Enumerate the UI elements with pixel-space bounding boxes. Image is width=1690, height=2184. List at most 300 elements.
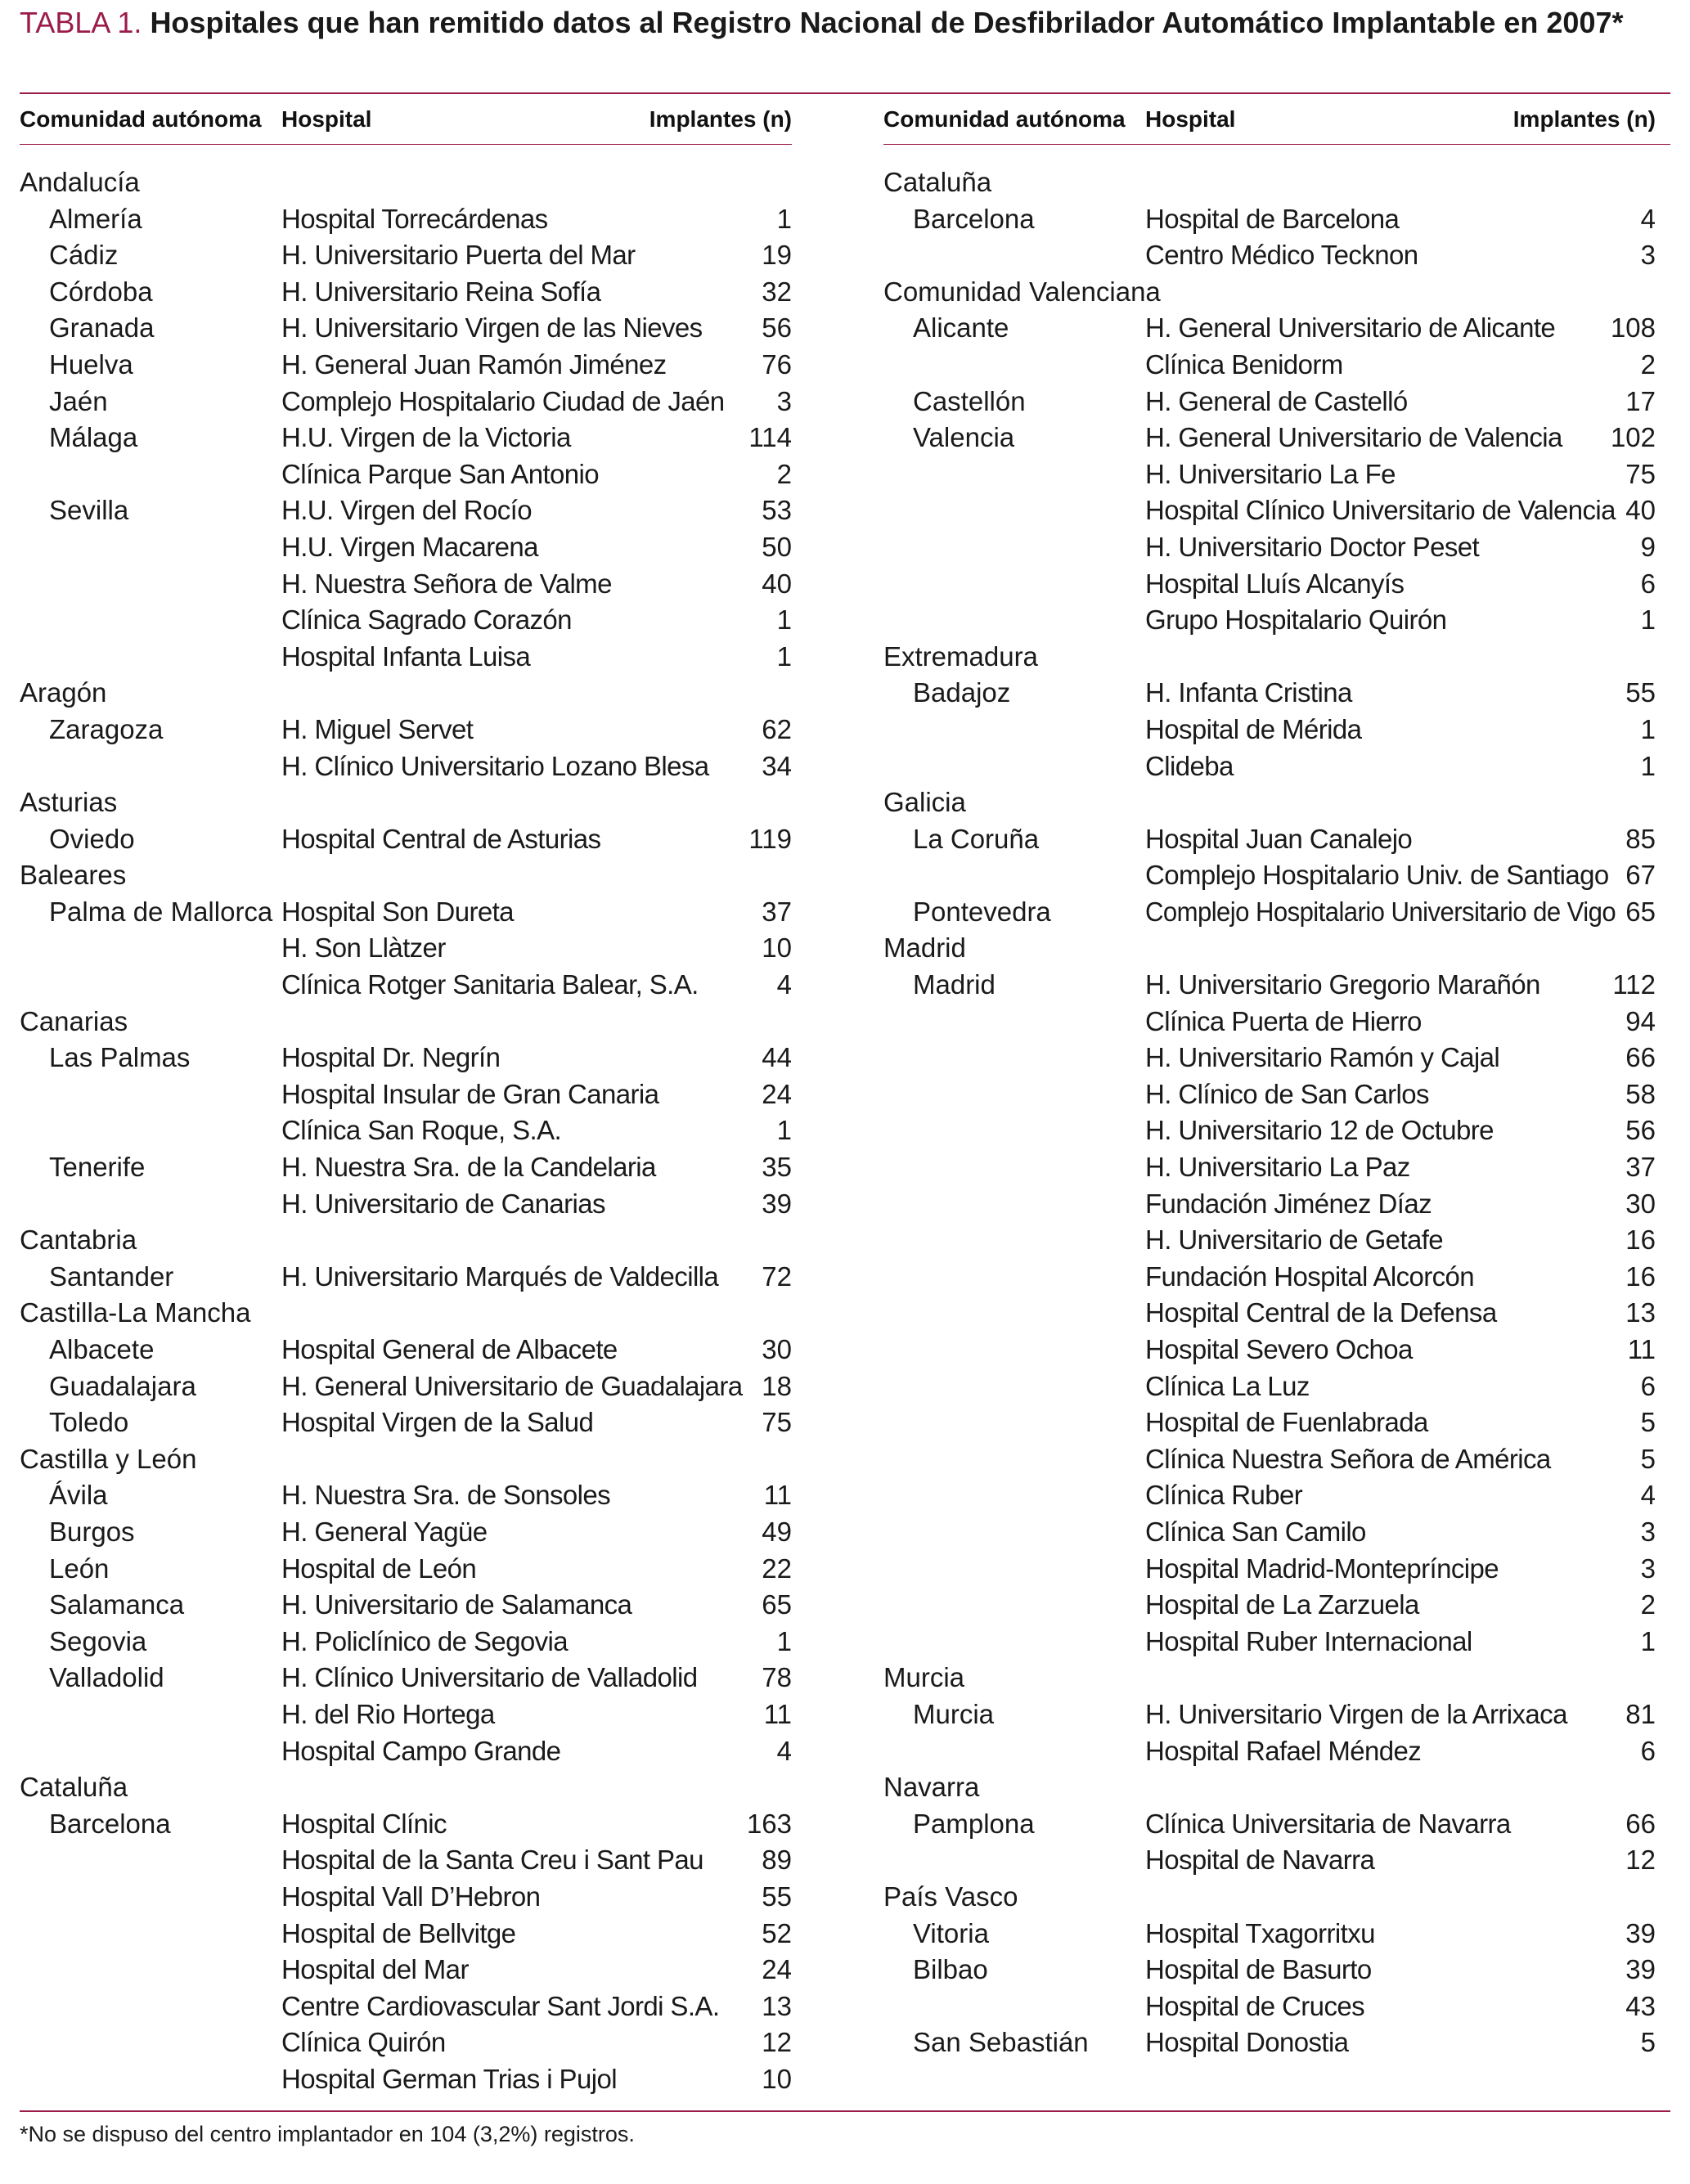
region-cell: Cataluña bbox=[20, 1772, 128, 1803]
implants-cell: 22 bbox=[762, 1553, 792, 1584]
region-cell: Castilla-La Mancha bbox=[20, 1297, 251, 1328]
hospital-cell: H. Universitario Virgen de las Nieves bbox=[281, 312, 703, 344]
hospital-cell: H. Clínico Universitario Lozano Blesa bbox=[281, 750, 709, 781]
hospital-cell: Clínica Universitaria de Navarra bbox=[1145, 1808, 1511, 1839]
table-row bbox=[20, 893, 792, 930]
province-cell: La Coruña bbox=[913, 823, 1040, 854]
province-cell: Salamanca bbox=[49, 1589, 185, 1620]
table-row bbox=[20, 1148, 792, 1185]
table-row bbox=[20, 492, 792, 528]
hospital-cell: H. Universitario La Fe bbox=[1145, 458, 1396, 489]
province-cell: Murcia bbox=[913, 1698, 995, 1729]
table-row bbox=[20, 1368, 792, 1404]
implants-cell: 37 bbox=[1625, 1152, 1656, 1183]
implants-cell: 35 bbox=[762, 1152, 792, 1183]
implants-cell: 4 bbox=[1640, 203, 1656, 234]
table-row bbox=[20, 309, 792, 346]
table-row bbox=[883, 1768, 1656, 1805]
hospital-cell: H. Universitario 12 de Octubre bbox=[1145, 1115, 1494, 1146]
table-row bbox=[20, 1440, 792, 1477]
implants-cell: 85 bbox=[1625, 823, 1656, 854]
implants-cell: 3 bbox=[1640, 240, 1656, 271]
table-row bbox=[883, 1513, 1656, 1550]
implants-cell: 1 bbox=[776, 640, 792, 672]
province-cell: Badajoz bbox=[913, 677, 1011, 708]
implants-cell: 12 bbox=[1625, 1845, 1656, 1876]
table-row bbox=[20, 346, 792, 383]
implants-cell: 75 bbox=[762, 1407, 792, 1438]
hospital-cell: Hospital Lluís Alcanyís bbox=[1145, 568, 1405, 599]
implants-cell: 10 bbox=[762, 2063, 792, 2094]
hospital-cell: H. Universitario La Paz bbox=[1145, 1152, 1410, 1183]
hospital-cell: Hospital Ruber Internacional bbox=[1145, 1625, 1472, 1656]
province-cell: Alicante bbox=[913, 312, 1009, 344]
table-row bbox=[883, 1331, 1656, 1368]
region-cell: País Vasco bbox=[883, 1881, 1018, 1912]
table-row bbox=[20, 1841, 792, 1878]
hospital-cell: Hospital Txagorritxu bbox=[1145, 1917, 1375, 1948]
table-row bbox=[20, 2060, 792, 2097]
implants-cell: 24 bbox=[762, 1954, 792, 1985]
hospital-cell: H. Nuestra Sra. de Sonsoles bbox=[281, 1480, 611, 1511]
right-column bbox=[883, 100, 1656, 2060]
hospital-cell: H. Son Llàtzer bbox=[281, 932, 446, 964]
table-row bbox=[883, 1039, 1656, 1076]
table-row bbox=[20, 1076, 792, 1112]
hospital-cell: Hospital Central de la Defensa bbox=[1145, 1297, 1497, 1328]
hospital-cell: Hospital de Bellvitge bbox=[281, 1917, 516, 1948]
hospital-cell: H. Clínico de San Carlos bbox=[1145, 1078, 1429, 1109]
hospital-cell: H. Universitario Gregorio Marañón bbox=[1145, 969, 1540, 1000]
implants-cell: 12 bbox=[762, 2027, 792, 2058]
province-cell: León bbox=[49, 1553, 110, 1584]
table-row bbox=[883, 1476, 1656, 1513]
region-cell: Canarias bbox=[20, 1005, 128, 1036]
header-region: Comunidad autónoma bbox=[20, 106, 262, 132]
table-row bbox=[883, 456, 1656, 492]
province-cell: Las Palmas bbox=[49, 1042, 191, 1073]
table-row bbox=[20, 1221, 792, 1258]
table-row bbox=[20, 1659, 792, 1696]
region-cell: Comunidad Valenciana bbox=[883, 276, 1161, 307]
implants-cell: 163 bbox=[746, 1808, 792, 1839]
table-row bbox=[883, 2024, 1656, 2060]
hospital-cell: Hospital Clínic bbox=[281, 1808, 447, 1839]
hospital-cell: Hospital Virgen de la Salud bbox=[281, 1407, 594, 1438]
table-row bbox=[883, 1623, 1656, 1660]
province-cell: Palma de Mallorca bbox=[49, 896, 273, 927]
table-row bbox=[883, 1915, 1656, 1952]
implants-cell: 39 bbox=[1625, 1954, 1656, 1985]
left-table-body bbox=[20, 164, 792, 2096]
province-cell: Barcelona bbox=[913, 203, 1035, 234]
table-row bbox=[883, 1805, 1656, 1842]
left-header-row bbox=[20, 100, 792, 142]
implants-cell: 1 bbox=[1640, 713, 1656, 744]
right-header-rule bbox=[883, 144, 1670, 145]
implants-cell: 37 bbox=[762, 896, 792, 927]
implants-cell: 94 bbox=[1625, 1005, 1656, 1036]
hospital-cell: H. Universitario Doctor Peset bbox=[1145, 531, 1480, 562]
region-cell: Cantabria bbox=[20, 1225, 137, 1256]
province-cell: Sevilla bbox=[49, 495, 129, 526]
hospital-cell: Hospital Rafael Méndez bbox=[1145, 1735, 1422, 1766]
hospital-cell: H. General Universitario de Valencia bbox=[1145, 422, 1562, 453]
table-row bbox=[20, 1805, 792, 1842]
table-row bbox=[20, 1951, 792, 1988]
province-cell: Pamplona bbox=[913, 1808, 1035, 1839]
province-cell: Toledo bbox=[49, 1407, 129, 1438]
hospital-cell: Hospital Insular de Gran Canaria bbox=[281, 1078, 659, 1109]
implants-cell: 78 bbox=[762, 1662, 792, 1693]
table-row bbox=[20, 1476, 792, 1513]
implants-cell: 58 bbox=[1625, 1078, 1656, 1109]
province-cell: Cádiz bbox=[49, 240, 119, 271]
header-hospital: Hospital bbox=[281, 106, 372, 132]
implants-cell: 108 bbox=[1610, 312, 1656, 344]
implants-cell: 11 bbox=[763, 1698, 792, 1729]
table-row bbox=[883, 164, 1656, 200]
implants-cell: 67 bbox=[1625, 860, 1656, 891]
implants-cell: 53 bbox=[762, 495, 792, 526]
table-row bbox=[883, 1258, 1656, 1295]
hospital-cell: H.U. Virgen de la Victoria bbox=[281, 422, 571, 453]
implants-cell: 114 bbox=[748, 422, 792, 453]
implants-cell: 89 bbox=[762, 1845, 792, 1876]
implants-cell: 3 bbox=[776, 385, 792, 416]
region-cell: Baleares bbox=[20, 860, 127, 891]
implants-cell: 55 bbox=[1625, 677, 1656, 708]
hospital-cell: H. del Rio Hortega bbox=[281, 1698, 495, 1729]
region-cell: Madrid bbox=[883, 932, 966, 964]
table-row bbox=[883, 200, 1656, 237]
table-caption: Hospitales que han remitido datos al Registro Nacional de Desfibrilador Automático Implantable en 2007* bbox=[150, 6, 1624, 39]
implants-cell: 6 bbox=[1640, 1735, 1656, 1766]
hospital-cell: Clínica Sagrado Corazón bbox=[281, 604, 572, 636]
region-cell: Aragón bbox=[20, 677, 107, 708]
implants-cell: 39 bbox=[762, 1188, 792, 1219]
implants-cell: 5 bbox=[1640, 2027, 1656, 2058]
hospital-cell: Complejo Hospitalario Univ. de Santiago bbox=[1145, 860, 1609, 891]
hospital-cell: Hospital Torrecárdenas bbox=[281, 203, 548, 234]
implants-cell: 1 bbox=[776, 203, 792, 234]
province-cell: Almería bbox=[49, 203, 142, 234]
table-row bbox=[883, 1988, 1656, 2024]
implants-cell: 50 bbox=[762, 531, 792, 562]
province-cell: Jaén bbox=[49, 385, 108, 416]
province-cell: Pontevedra bbox=[913, 896, 1051, 927]
table-row bbox=[20, 1623, 792, 1660]
province-cell: Bilbao bbox=[913, 1954, 988, 1985]
hospital-cell: Hospital Clínico Universitario de Valencia bbox=[1145, 495, 1616, 526]
implants-cell: 56 bbox=[1625, 1115, 1656, 1146]
table-row bbox=[20, 1003, 792, 1040]
table-row bbox=[883, 1404, 1656, 1440]
table-row bbox=[20, 273, 792, 310]
implants-cell: 1 bbox=[1640, 604, 1656, 636]
table-row bbox=[883, 784, 1656, 820]
header-hospital: Hospital bbox=[1145, 106, 1236, 132]
table-row bbox=[20, 1294, 792, 1331]
hospital-cell: Clínica Nuestra Señora de América bbox=[1145, 1443, 1551, 1474]
table-row bbox=[883, 1586, 1656, 1623]
footnote: *No se dispuso del centro implantador en 104 (3,2%) registros. bbox=[20, 2122, 635, 2146]
hospital-cell: Hospital de Fuenlabrada bbox=[1145, 1407, 1428, 1438]
implants-cell: 49 bbox=[762, 1516, 792, 1547]
hospital-cell: H. Universitario de Salamanca bbox=[281, 1589, 632, 1620]
hospital-cell: Hospital Son Dureta bbox=[281, 896, 514, 927]
table-row bbox=[883, 492, 1656, 528]
implants-cell: 81 bbox=[1625, 1698, 1656, 1729]
implants-cell: 18 bbox=[762, 1370, 792, 1401]
implants-cell: 2 bbox=[1640, 1589, 1656, 1620]
table-row bbox=[883, 638, 1656, 675]
table-row bbox=[20, 200, 792, 237]
region-cell: Murcia bbox=[883, 1662, 965, 1693]
hospital-cell: H. Miguel Servet bbox=[281, 713, 474, 744]
implants-cell: 44 bbox=[762, 1042, 792, 1073]
table-row bbox=[20, 419, 792, 456]
left-header-rule bbox=[20, 144, 792, 145]
implants-cell: 24 bbox=[762, 1078, 792, 1109]
hospital-cell: H. Universitario de Getafe bbox=[1145, 1225, 1444, 1256]
header-implants: Implantes (n) bbox=[649, 106, 792, 132]
table-row bbox=[20, 236, 792, 273]
table-row bbox=[883, 309, 1656, 346]
implants-cell: 6 bbox=[1640, 568, 1656, 599]
table-row bbox=[20, 1878, 792, 1915]
hospital-cell: H. Nuestra Señora de Valme bbox=[281, 568, 612, 599]
table-row bbox=[883, 1221, 1656, 1258]
hospital-cell: Clínica Benidorm bbox=[1145, 348, 1343, 380]
table-row bbox=[883, 601, 1656, 638]
table-row bbox=[20, 1404, 792, 1440]
table-row bbox=[883, 1841, 1656, 1878]
table-row bbox=[20, 711, 792, 748]
table-row bbox=[20, 820, 792, 857]
hospital-cell: Clínica La Luz bbox=[1145, 1370, 1310, 1401]
implants-cell: 1 bbox=[1640, 1625, 1656, 1656]
table-row bbox=[883, 1659, 1656, 1696]
table-row bbox=[883, 346, 1656, 383]
table-row bbox=[20, 1331, 792, 1368]
hospital-cell: H. General Universitario de Alicante bbox=[1145, 312, 1556, 344]
province-cell: Ávila bbox=[49, 1480, 108, 1511]
hospital-cell: Clínica San Camilo bbox=[1145, 1516, 1366, 1547]
province-cell: Vitoria bbox=[913, 1917, 989, 1948]
table-row bbox=[883, 1003, 1656, 1040]
hospital-cell: H. Universitario Virgen de la Arrixaca bbox=[1145, 1698, 1567, 1729]
hospital-cell: H. General Universitario de Guadalajara bbox=[281, 1370, 743, 1401]
province-cell: Castellón bbox=[913, 385, 1026, 416]
province-cell: Burgos bbox=[49, 1516, 135, 1547]
table-row bbox=[883, 565, 1656, 602]
hospital-cell: Clínica Parque San Antonio bbox=[281, 458, 600, 489]
table-row bbox=[20, 1513, 792, 1550]
implants-cell: 10 bbox=[762, 932, 792, 964]
table-row bbox=[20, 1768, 792, 1805]
hospital-cell: H. General Juan Ramón Jiménez bbox=[281, 348, 667, 380]
hospital-cell: Hospital Campo Grande bbox=[281, 1735, 561, 1766]
hospital-cell: Hospital de Basurto bbox=[1145, 1954, 1372, 1985]
table-row bbox=[20, 638, 792, 675]
table-row bbox=[20, 748, 792, 784]
table-row bbox=[883, 1550, 1656, 1587]
implants-cell: 102 bbox=[1610, 422, 1656, 453]
hospital-cell: H. General de Castelló bbox=[1145, 385, 1408, 416]
table-row bbox=[20, 674, 792, 711]
hospital-cell: H. Clínico Universitario de Valladolid bbox=[281, 1662, 698, 1693]
table-row bbox=[883, 1076, 1656, 1112]
province-cell: Oviedo bbox=[49, 823, 135, 854]
hospital-cell: Hospital de León bbox=[281, 1553, 477, 1584]
hospital-cell: Complejo Hospitalario Universitario de Vigo bbox=[1145, 896, 1616, 927]
table-row bbox=[883, 1878, 1656, 1915]
hospital-cell: H. Universitario Reina Sofía bbox=[281, 276, 601, 307]
region-cell: Galicia bbox=[883, 787, 966, 818]
province-cell: Tenerife bbox=[49, 1152, 146, 1183]
table-row bbox=[20, 2024, 792, 2060]
hospital-cell: H. Infanta Cristina bbox=[1145, 677, 1352, 708]
implants-cell: 11 bbox=[763, 1480, 792, 1511]
implants-cell: 72 bbox=[762, 1261, 792, 1292]
province-cell: Zaragoza bbox=[49, 713, 164, 744]
implants-cell: 1 bbox=[776, 604, 792, 636]
implants-cell: 43 bbox=[1625, 1990, 1656, 2021]
table-row bbox=[883, 528, 1656, 565]
table-row bbox=[883, 419, 1656, 456]
hospital-cell: Hospital Juan Canalejo bbox=[1145, 823, 1413, 854]
implants-cell: 4 bbox=[776, 969, 792, 1000]
implants-cell: 5 bbox=[1640, 1443, 1656, 1474]
implants-cell: 16 bbox=[1625, 1225, 1656, 1256]
table-row bbox=[883, 1294, 1656, 1331]
header-region: Comunidad autónoma bbox=[883, 106, 1126, 132]
province-cell: Valencia bbox=[913, 422, 1015, 453]
table-row bbox=[883, 1440, 1656, 1477]
implants-cell: 3 bbox=[1640, 1516, 1656, 1547]
hospital-cell: Hospital Central de Asturias bbox=[281, 823, 601, 854]
table-row bbox=[20, 383, 792, 420]
province-cell: Madrid bbox=[913, 969, 996, 1000]
table-row bbox=[883, 893, 1656, 930]
table-row bbox=[20, 1696, 792, 1732]
implants-cell: 40 bbox=[762, 568, 792, 599]
region-cell: Cataluña bbox=[883, 167, 992, 197]
implants-cell: 19 bbox=[762, 240, 792, 271]
hospital-cell: Complejo Hospitalario Ciudad de Jaén bbox=[281, 385, 725, 416]
table-row bbox=[883, 1148, 1656, 1185]
table-row bbox=[20, 1988, 792, 2024]
implants-cell: 55 bbox=[762, 1881, 792, 1912]
table-row bbox=[20, 1258, 792, 1295]
top-rule bbox=[20, 92, 1670, 94]
implants-cell: 32 bbox=[762, 276, 792, 307]
implants-cell: 62 bbox=[762, 713, 792, 744]
right-header-row bbox=[883, 100, 1656, 142]
region-cell: Castilla y León bbox=[20, 1443, 197, 1474]
hospital-cell: Hospital Donostia bbox=[1145, 2027, 1349, 2058]
table-row bbox=[883, 273, 1656, 310]
implants-cell: 1 bbox=[776, 1115, 792, 1146]
hospital-cell: Grupo Hospitalario Quirón bbox=[1145, 604, 1447, 636]
table-row bbox=[883, 748, 1656, 784]
hospital-cell: Hospital de la Santa Creu i Sant Pau bbox=[281, 1845, 703, 1876]
table-row bbox=[20, 528, 792, 565]
province-cell: Albacete bbox=[49, 1334, 155, 1364]
implants-cell: 65 bbox=[1625, 896, 1656, 927]
implants-cell: 40 bbox=[1625, 495, 1656, 526]
table-row bbox=[883, 856, 1656, 893]
hospital-cell: Hospital Vall D’Hebron bbox=[281, 1881, 541, 1912]
province-cell: Málaga bbox=[49, 422, 138, 453]
left-column bbox=[20, 100, 792, 2096]
hospital-cell: Hospital Madrid-Montepríncipe bbox=[1145, 1553, 1499, 1584]
table-row bbox=[883, 1951, 1656, 1988]
table-row bbox=[20, 856, 792, 893]
table-row bbox=[20, 1112, 792, 1148]
implants-cell: 119 bbox=[748, 823, 792, 854]
hospital-cell: H. Universitario Puerta del Mar bbox=[281, 240, 636, 271]
province-cell: Huelva bbox=[49, 348, 133, 380]
table-row bbox=[883, 1732, 1656, 1769]
hospital-cell: H. Universitario de Canarias bbox=[281, 1188, 605, 1219]
hospital-cell: Clínica Ruber bbox=[1145, 1480, 1303, 1511]
province-cell: Guadalajara bbox=[49, 1370, 196, 1401]
hospital-cell: Hospital de Cruces bbox=[1145, 1990, 1364, 2021]
hospital-cell: H. Policlínico de Segovia bbox=[281, 1625, 569, 1656]
implants-cell: 13 bbox=[1625, 1297, 1656, 1328]
implants-cell: 6 bbox=[1640, 1370, 1656, 1401]
table-row bbox=[883, 820, 1656, 857]
table-row bbox=[20, 164, 792, 200]
implants-cell: 4 bbox=[1640, 1480, 1656, 1511]
table-row bbox=[20, 966, 792, 1003]
hospital-cell: Clideba bbox=[1145, 750, 1234, 781]
table-title bbox=[20, 3, 1664, 42]
implants-cell: 39 bbox=[1625, 1917, 1656, 1948]
region-cell: Andalucía bbox=[20, 167, 140, 197]
table-row bbox=[20, 601, 792, 638]
hospital-cell: Hospital de Barcelona bbox=[1145, 203, 1400, 234]
implants-cell: 16 bbox=[1625, 1261, 1656, 1292]
implants-cell: 76 bbox=[762, 348, 792, 380]
table-row bbox=[20, 1732, 792, 1769]
table-row bbox=[883, 1368, 1656, 1404]
implants-cell: 66 bbox=[1625, 1808, 1656, 1839]
implants-cell: 30 bbox=[1625, 1188, 1656, 1219]
implants-cell: 2 bbox=[1640, 348, 1656, 380]
hospital-cell: Hospital del Mar bbox=[281, 1954, 469, 1985]
table-row bbox=[20, 1915, 792, 1952]
hospital-cell: Hospital Severo Ochoa bbox=[1145, 1334, 1413, 1364]
header-implants: Implantes (n) bbox=[1512, 106, 1656, 132]
hospital-cell: Clínica San Roque, S.A. bbox=[281, 1115, 562, 1146]
bottom-rule bbox=[20, 2110, 1670, 2112]
hospital-cell: Hospital de Mérida bbox=[1145, 713, 1362, 744]
table-row bbox=[883, 966, 1656, 1003]
province-cell: Segovia bbox=[49, 1625, 147, 1656]
implants-cell: 30 bbox=[762, 1334, 792, 1364]
implants-cell: 3 bbox=[1640, 1553, 1656, 1584]
implants-cell: 65 bbox=[762, 1589, 792, 1620]
implants-cell: 66 bbox=[1625, 1042, 1656, 1073]
table-row bbox=[883, 1112, 1656, 1148]
hospital-cell: Clínica Quirón bbox=[281, 2027, 446, 2058]
table-row bbox=[883, 711, 1656, 748]
table-row bbox=[20, 1586, 792, 1623]
table-row bbox=[883, 383, 1656, 420]
